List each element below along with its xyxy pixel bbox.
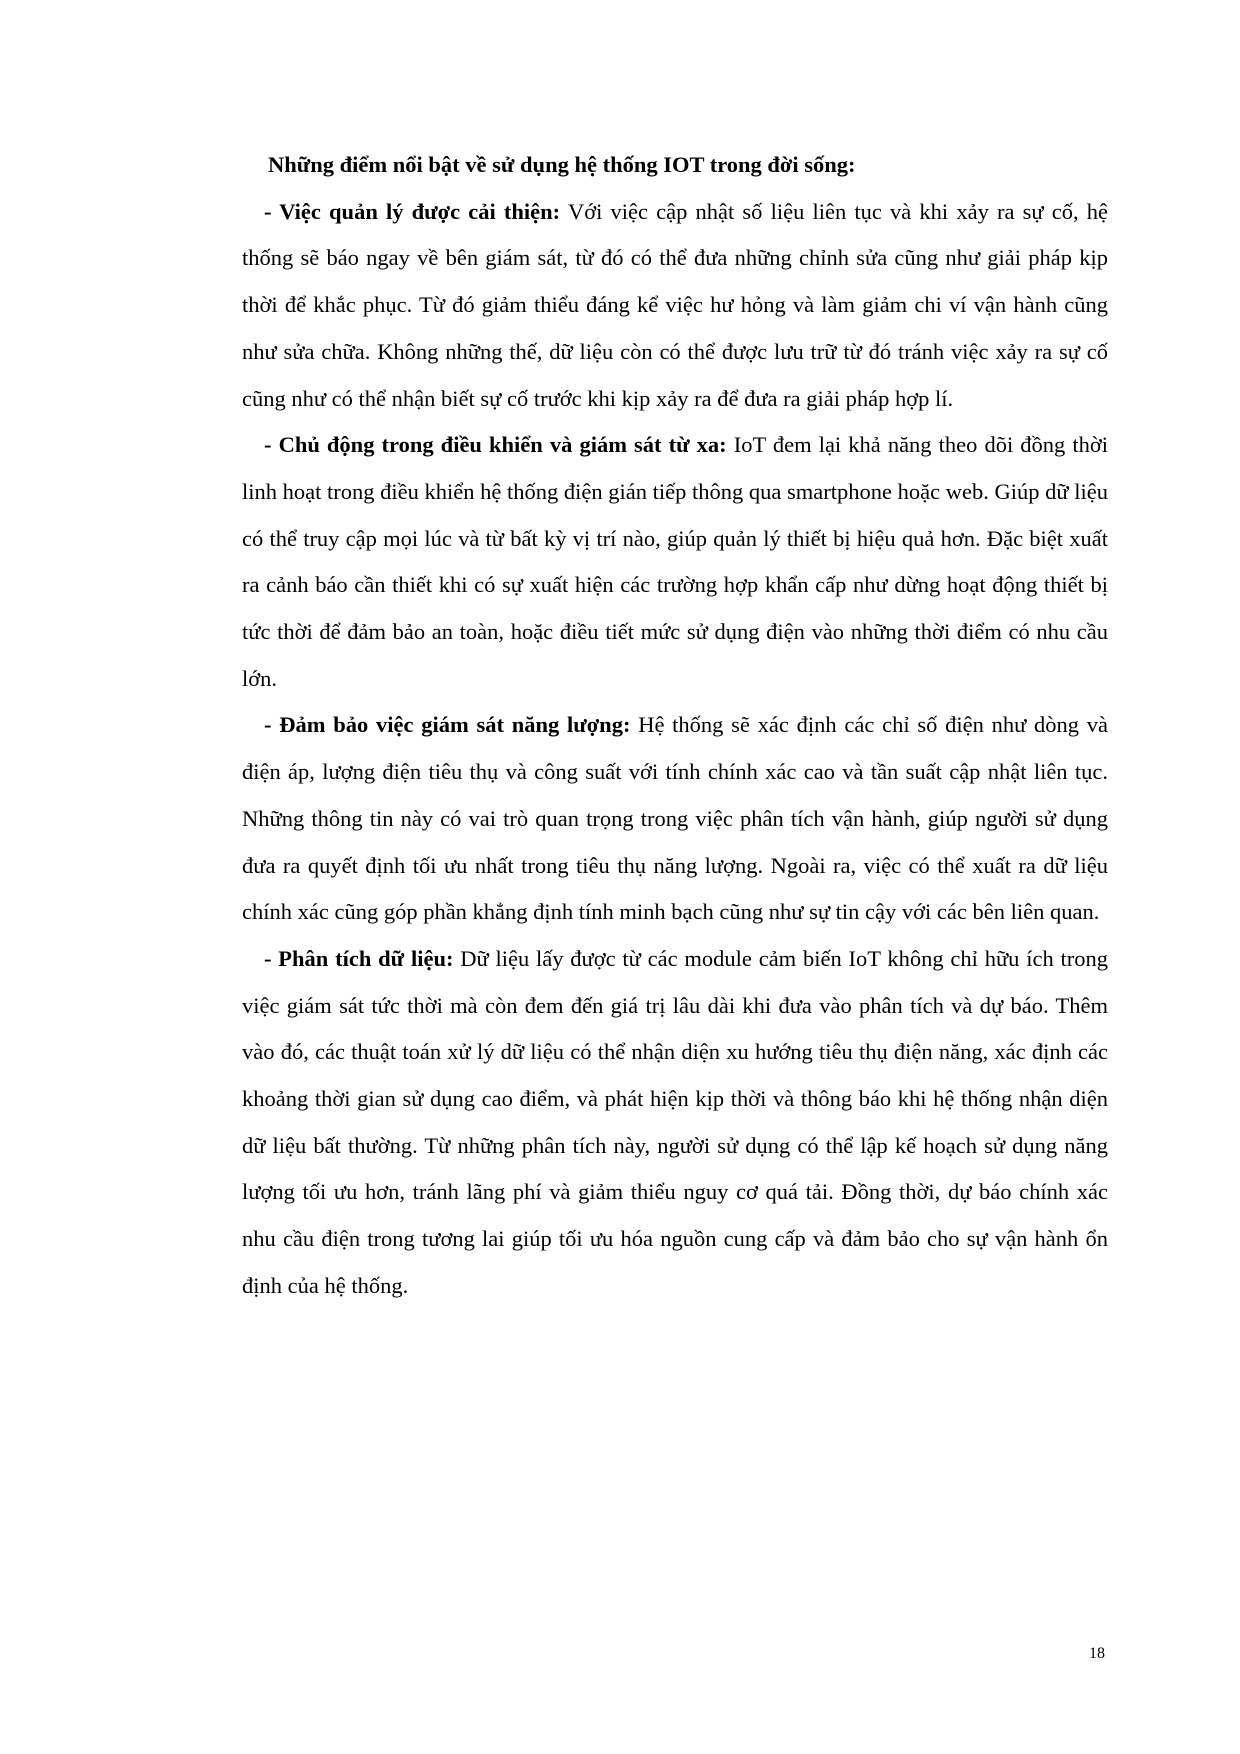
section-heading: Những điểm nổi bật về sử dụng hệ thống IOT trong đời sống: (268, 152, 856, 177)
paragraph-lead: - Chủ động trong điều khiển và giám sát từ xa: (264, 432, 727, 458)
paragraph-energy-monitoring (242, 702, 1108, 936)
document-page (242, 142, 1108, 1310)
paragraph-text: IoT đem lại khả năng theo dõi đồng thời linh hoạt trong điều khiển hệ thống điện gián tiếp thông qua smartphone hoặc web. Giúp dữ liệu có thể truy cập mọi lúc và từ bất kỳ vị trí nào, giúp quản lý thiết bị hiệu quả hơn. Đặc biệt xuất ra cảnh báo cần thiết khi có sự xuất hiện các trường hợp khẩn cấp như dừng hoạt động thiết bị tức thời để đảm bảo an toàn, hoặc điều tiết mức sử dụng điện vào những thời điểm có nhu cầu lớn. (242, 432, 1108, 691)
paragraph-text: Hệ thống sẽ xác định các chỉ số điện như dòng và điện áp, lượng điện tiêu thụ và công suất với tính chính xác cao và tần suất cập nhật liên tục. Những thông tin này có vai trò quan trọng trong việc phân tích vận hành, giúp người sử dụng đưa ra quyết định tối ưu nhất trong tiêu thụ năng lượng. Ngoài ra, việc có thể xuất ra dữ liệu chính xác cũng góp phần khẳng định tính minh bạch cũng như sự tin cậy với các bên liên quan. (242, 712, 1108, 925)
paragraph-remote-control (242, 422, 1108, 702)
paragraph-text: Dữ liệu lấy được từ các module cảm biến IoT không chỉ hữu ích trong việc giám sát tức thời mà còn đem đến giá trị lâu dài khi đưa vào phân tích và dự báo. Thêm vào đó, các thuật toán xử lý dữ liệu có thể nhận diện xu hướng tiêu thụ điện năng, xác định các khoảng thời gian sử dụng cao điểm, và phát hiện kịp thời và thông báo khi hệ thống nhận diện dữ liệu bất thường. Từ những phân tích này, người sử dụng có thể lập kế hoạch sử dụng năng lượng tối ưu hơn, tránh lãng phí và giảm thiểu nguy cơ quá tải. Đồng thời, dự báo chính xác nhu cầu điện trong tương lai giúp tối ưu hóa nguồn cung cấp và đảm bảo cho sự vận hành ổn định của hệ thống. (242, 945, 1108, 1298)
paragraph-lead: - Đảm bảo việc giám sát năng lượng: (264, 712, 631, 738)
paragraph-data-analysis (242, 936, 1108, 1310)
paragraph-lead: - Việc quản lý được cải thiện: (264, 198, 561, 224)
page-number: 18 (1089, 1645, 1105, 1662)
paragraph-text: Với việc cập nhật số liệu liên tục và khi xảy ra sự cố, hệ thống sẽ báo ngay về bên giám sát, từ đó có thể đưa những chỉnh sửa cũng như giải pháp kịp thời để khắc phục. Từ đó giảm thiểu đáng kể việc hư hỏng và làm giảm chi ví vận hành cũng như sửa chữa. Không những thế, dữ liệu còn có thể được lưu trữ từ đó tránh việc xảy ra sự cố cũng như có thể nhận biết sự cố trước khi kịp xảy ra để đưa ra giải pháp hợp lí. (242, 198, 1108, 411)
paragraph-lead: - Phân tích dữ liệu: (264, 945, 454, 971)
paragraph-management (242, 189, 1108, 423)
